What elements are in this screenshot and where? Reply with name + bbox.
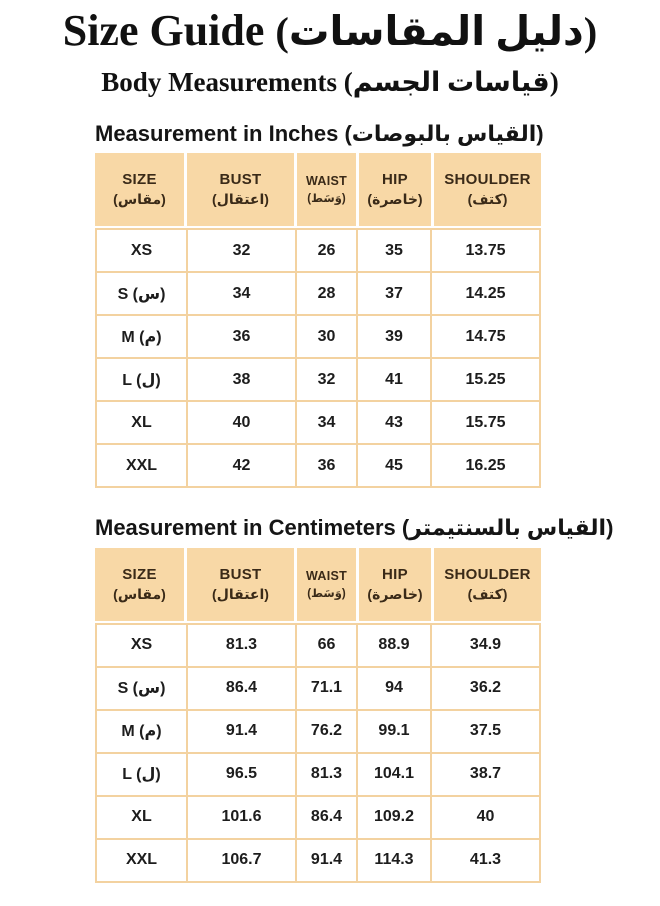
column-label-en: WAIST — [305, 174, 348, 189]
value-cell: 32 — [297, 359, 356, 400]
value-cell: 37 — [358, 273, 430, 314]
page-title-ar: (دليل المقاسات) — [275, 9, 598, 54]
page-subtitle — [0, 65, 660, 100]
column-header-hip — [359, 548, 431, 621]
value-cell: 88.9 — [358, 625, 430, 666]
page-subtitle-ar: (قياسات الجسم) — [343, 66, 559, 97]
column-label-en: BUST — [219, 171, 262, 189]
centimeters-table — [95, 514, 614, 883]
value-cell: 96.5 — [188, 754, 295, 795]
value-cell: 14.75 — [432, 316, 539, 357]
value-cell: 36 — [297, 445, 356, 486]
column-label-en: SHOULDER — [444, 565, 531, 583]
value-cell: 91.4 — [297, 840, 356, 881]
value-cell: 101.6 — [188, 797, 295, 838]
column-header-waist — [297, 548, 356, 621]
column-header-size — [95, 153, 184, 226]
inches-table-caption — [95, 120, 544, 149]
value-cell: 38 — [188, 359, 295, 400]
table-caption-ar: (القياس بالبوصات) — [344, 120, 544, 146]
value-cell: 40 — [188, 402, 295, 443]
value-cell: 42 — [188, 445, 295, 486]
value-cell: 86.4 — [297, 797, 356, 838]
column-label-en: WAIST — [305, 568, 348, 583]
column-label-en: HIP — [382, 171, 408, 189]
size-label-cell: S (س) — [97, 273, 186, 314]
column-label-en: SIZE — [122, 171, 157, 189]
value-cell: 26 — [297, 230, 356, 271]
column-label-en: SIZE — [122, 565, 157, 583]
size-label-cell: XS — [97, 625, 186, 666]
column-label-en: HIP — [382, 565, 408, 583]
column-header-shoulder — [434, 548, 541, 621]
table-caption-en: Measurement in Inches — [95, 120, 339, 146]
value-cell: 94 — [358, 668, 430, 709]
table-caption-ar: (القياس بالسنتيمتر) — [401, 515, 614, 541]
value-cell: 34 — [188, 273, 295, 314]
column-label-ar: (مقاس) — [113, 191, 166, 208]
value-cell: 41 — [358, 359, 430, 400]
size-label-cell: S (س) — [97, 668, 186, 709]
value-cell: 43 — [358, 402, 430, 443]
value-cell: 39 — [358, 316, 430, 357]
column-header-shoulder — [434, 153, 541, 226]
size-label-cell: M (م) — [97, 316, 186, 357]
value-cell: 36.2 — [432, 668, 539, 709]
centimeters-table-caption — [95, 514, 614, 543]
table-body — [95, 623, 541, 883]
value-cell: 32 — [188, 230, 295, 271]
column-label-ar: (كتف) — [467, 585, 508, 602]
value-cell: 36 — [188, 316, 295, 357]
value-cell: 109.2 — [358, 797, 430, 838]
value-cell: 81.3 — [188, 625, 295, 666]
inches-table — [95, 120, 544, 489]
column-label-en: BUST — [219, 565, 262, 583]
value-cell: 106.7 — [188, 840, 295, 881]
value-cell: 38.7 — [432, 754, 539, 795]
size-label-cell: XL — [97, 402, 186, 443]
page-subtitle-en: Body Measurements — [101, 66, 338, 97]
column-label-ar: (اعتقال) — [212, 585, 269, 602]
column-header-size — [95, 548, 184, 621]
size-label-cell: XXL — [97, 840, 186, 881]
value-cell: 28 — [297, 273, 356, 314]
column-header-bust — [187, 153, 294, 226]
value-cell: 34 — [297, 402, 356, 443]
value-cell: 13.75 — [432, 230, 539, 271]
value-cell: 71.1 — [297, 668, 356, 709]
column-label-ar: (كتف) — [467, 191, 508, 208]
page-title — [0, 6, 660, 57]
value-cell: 86.4 — [188, 668, 295, 709]
value-cell: 76.2 — [297, 711, 356, 752]
value-cell: 91.4 — [188, 711, 295, 752]
column-header-waist — [297, 153, 356, 226]
value-cell: 41.3 — [432, 840, 539, 881]
column-label-ar: (خاصرة) — [367, 585, 423, 602]
value-cell: 99.1 — [358, 711, 430, 752]
column-label-ar: (وَسَط) — [307, 193, 346, 206]
table-header-row — [95, 548, 541, 621]
column-header-hip — [359, 153, 431, 226]
value-cell: 45 — [358, 445, 430, 486]
value-cell: 35 — [358, 230, 430, 271]
value-cell: 104.1 — [358, 754, 430, 795]
table-header-row — [95, 153, 541, 226]
page-title-en: Size Guide — [62, 6, 265, 55]
value-cell: 30 — [297, 316, 356, 357]
column-label-ar: (وَسَط) — [307, 587, 346, 600]
table-body — [95, 228, 541, 488]
value-cell: 16.25 — [432, 445, 539, 486]
value-cell: 14.25 — [432, 273, 539, 314]
column-label-ar: (مقاس) — [113, 585, 166, 602]
size-label-cell: XS — [97, 230, 186, 271]
size-label-cell: XXL — [97, 445, 186, 486]
size-label-cell: L (ل) — [97, 359, 186, 400]
column-header-bust — [187, 548, 294, 621]
value-cell: 81.3 — [297, 754, 356, 795]
value-cell: 15.75 — [432, 402, 539, 443]
value-cell: 66 — [297, 625, 356, 666]
value-cell: 40 — [432, 797, 539, 838]
size-label-cell: M (م) — [97, 711, 186, 752]
column-label-ar: (خاصرة) — [367, 191, 423, 208]
column-label-ar: (اعتقال) — [212, 191, 269, 208]
value-cell: 114.3 — [358, 840, 430, 881]
value-cell: 37.5 — [432, 711, 539, 752]
value-cell: 15.25 — [432, 359, 539, 400]
size-label-cell: XL — [97, 797, 186, 838]
column-label-en: SHOULDER — [444, 171, 531, 189]
size-label-cell: L (ل) — [97, 754, 186, 795]
table-caption-en: Measurement in Centimeters — [95, 515, 396, 541]
value-cell: 34.9 — [432, 625, 539, 666]
